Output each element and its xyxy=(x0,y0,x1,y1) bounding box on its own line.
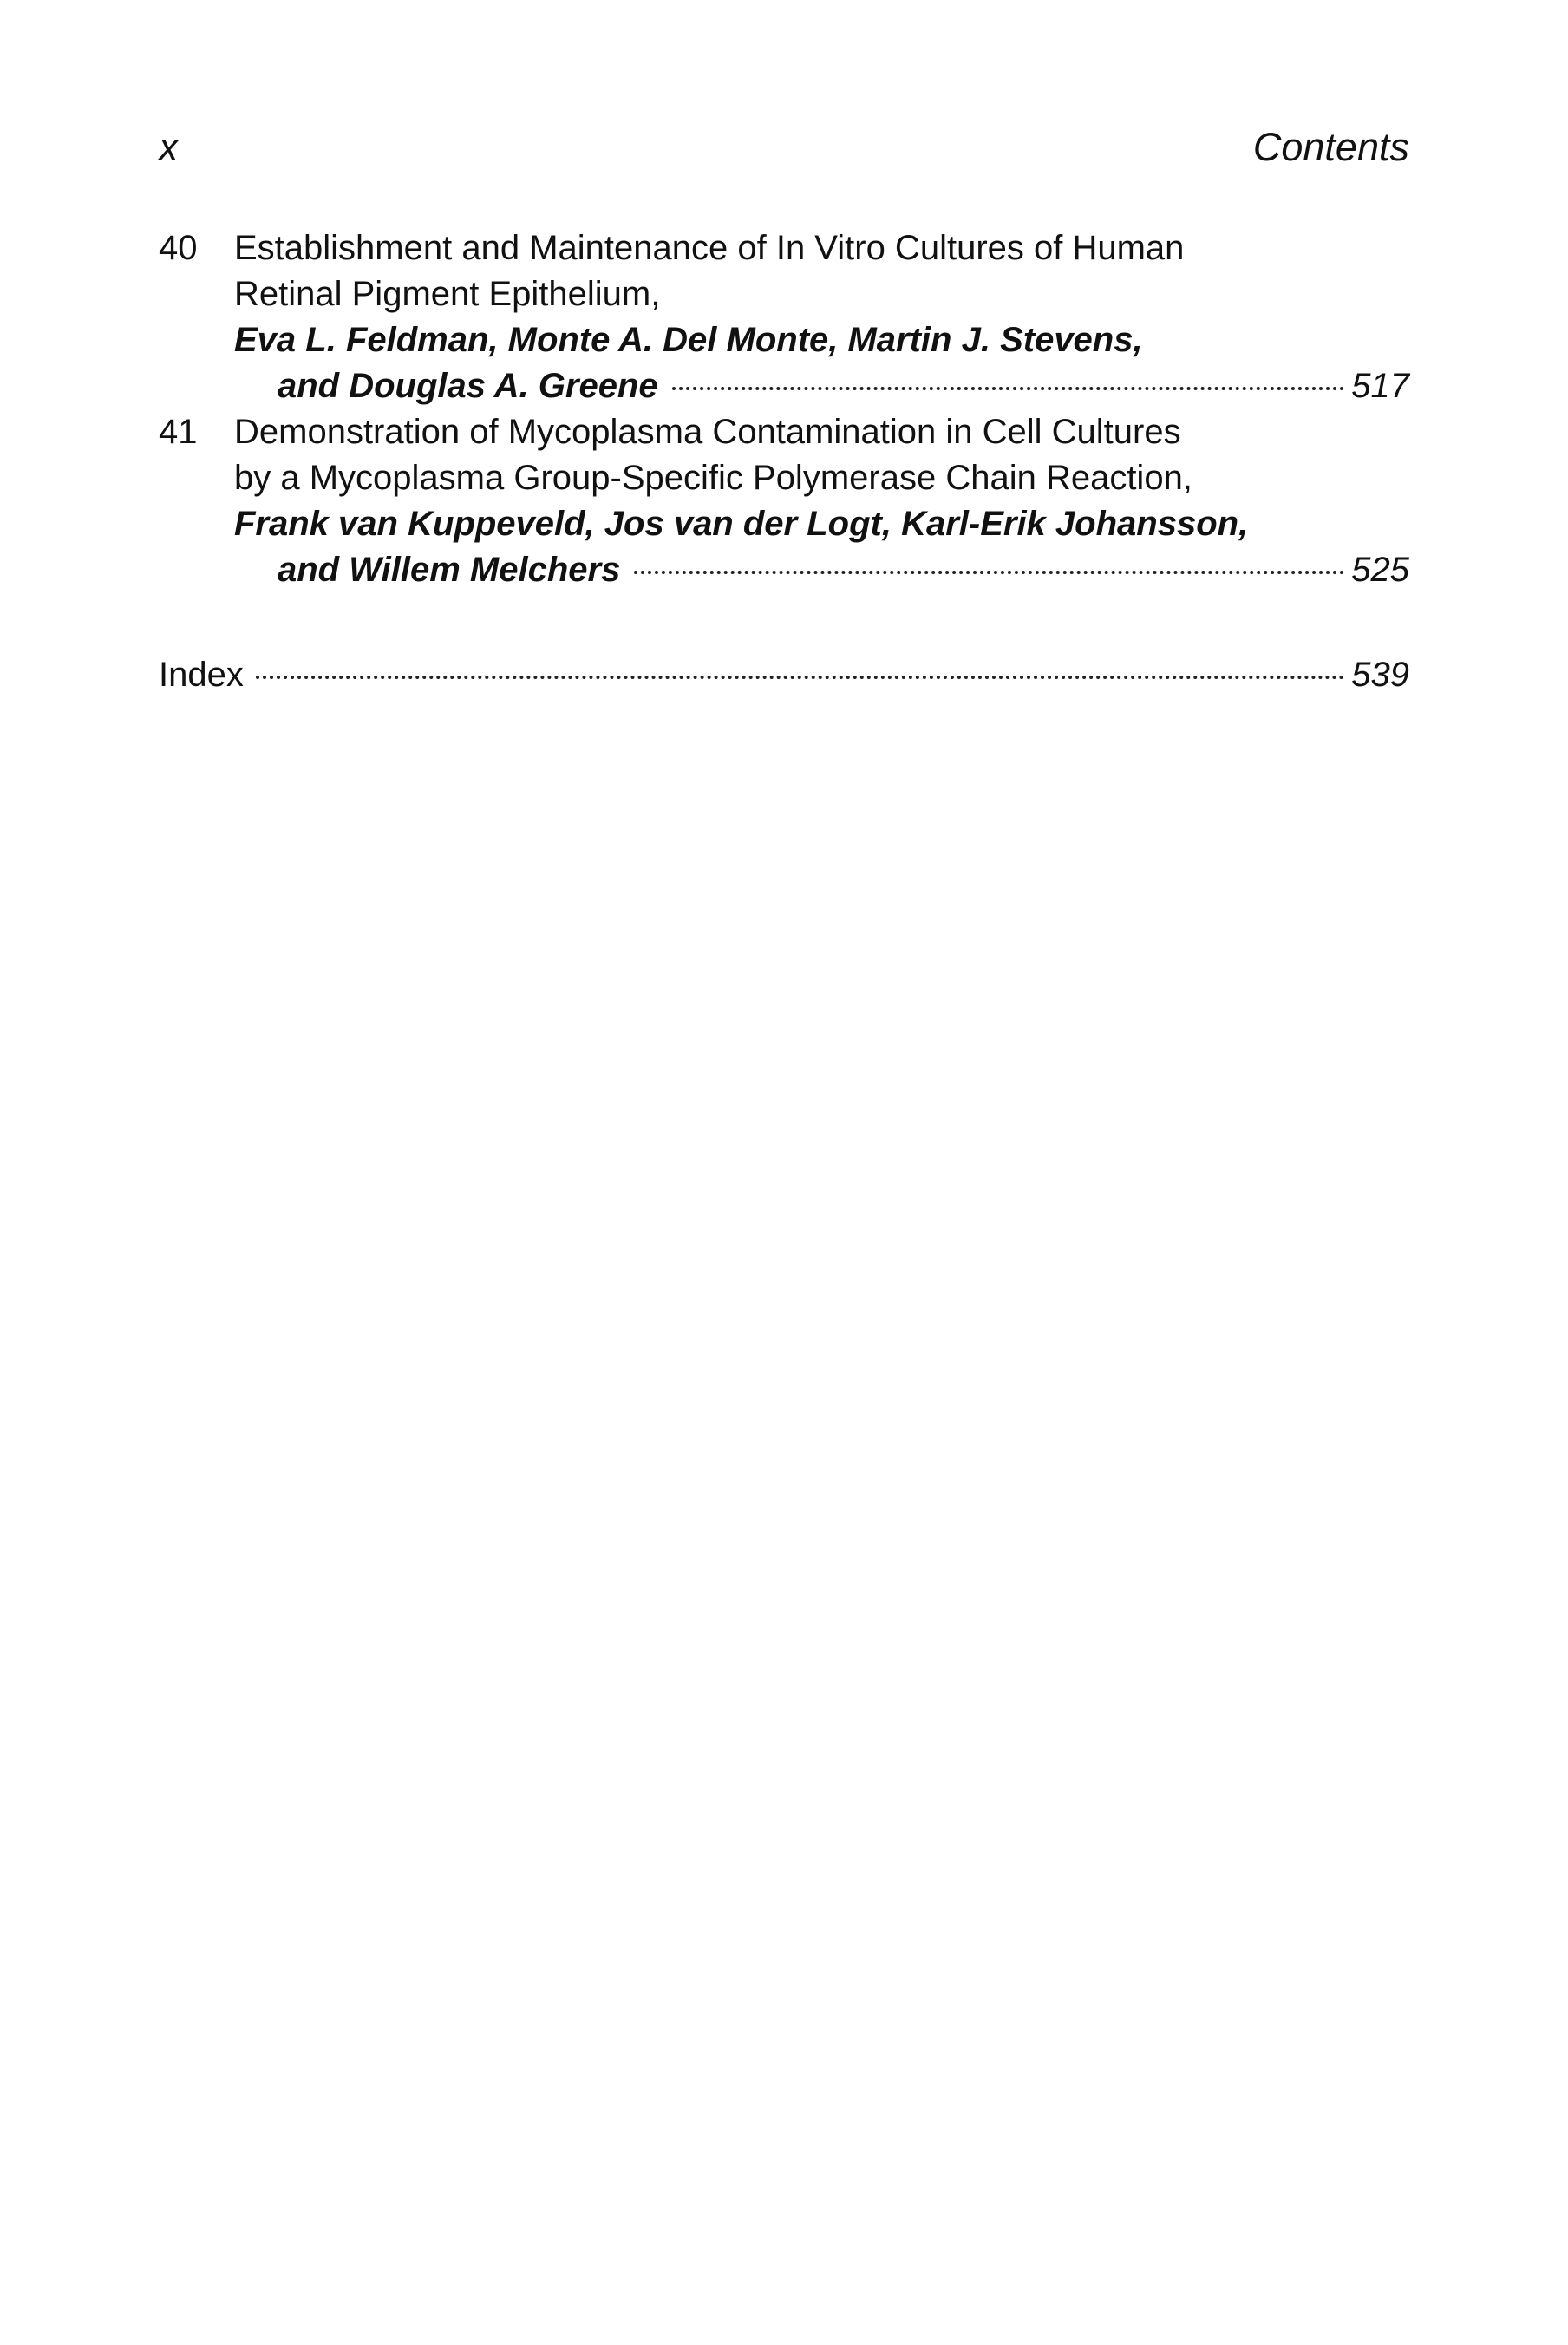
authors-leader-line xyxy=(234,363,1409,409)
chapter-title-line: by a Mycoplasma Group-Specific Polymerase Chain Reaction, xyxy=(234,459,1192,497)
dot-leader xyxy=(256,676,1344,679)
page-folio: x xyxy=(159,125,179,169)
table-of-contents xyxy=(159,225,1409,593)
page-header xyxy=(159,125,1409,177)
page-number: 517 xyxy=(1351,367,1409,405)
authors-line: Frank van Kuppeveld, Jos van der Logt, Karl-Erik Johansson, xyxy=(234,505,1249,543)
running-title: Contents xyxy=(1252,125,1409,169)
authors-line: and Willem Melchers xyxy=(278,551,621,589)
page-number: 539 xyxy=(1351,656,1409,694)
toc-entry-40[interactable] xyxy=(159,225,1409,409)
chapter-authors xyxy=(234,317,1409,409)
page-number: 525 xyxy=(1351,551,1409,589)
chapter-title-line: Establishment and Maintenance of In Vitro Cultures of Human xyxy=(234,229,1185,267)
chapter-authors xyxy=(234,501,1409,593)
toc-entry-index[interactable] xyxy=(159,652,1409,698)
dot-leader xyxy=(634,571,1344,574)
dot-leader xyxy=(672,387,1345,390)
authors-line: Eva L. Feldman, Monte A. Del Monte, Martin J. Stevens, xyxy=(234,321,1143,359)
toc-entry-body xyxy=(234,225,1409,409)
chapter-title-line: Retinal Pigment Epithelium, xyxy=(234,275,661,313)
authors-leader-line xyxy=(234,547,1409,593)
authors-line: and Douglas A. Greene xyxy=(278,367,658,405)
chapter-title-line: Demonstration of Mycoplasma Contamination in Cell Cultures xyxy=(234,413,1181,451)
toc-entry-body xyxy=(234,409,1409,593)
chapter-number: 41 xyxy=(159,413,198,451)
chapter-number: 40 xyxy=(159,229,198,267)
toc-entry-41[interactable] xyxy=(159,409,1409,593)
index-label: Index xyxy=(159,656,244,694)
